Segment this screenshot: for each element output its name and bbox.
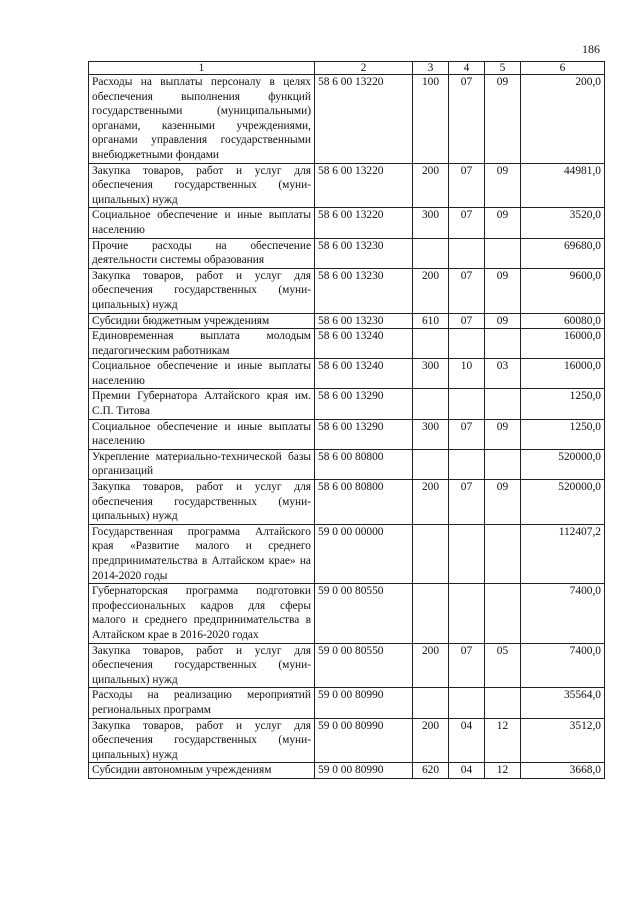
row-code-cell: 58 6 00 13220 xyxy=(315,208,413,238)
row-subsection-cell xyxy=(485,238,521,268)
row-expense-type-cell: 100 xyxy=(413,75,449,164)
row-section-cell xyxy=(449,329,485,359)
table-row xyxy=(89,359,605,389)
row-section-cell xyxy=(449,389,485,419)
row-name-cell: Укрепление материально-технической базы организаций xyxy=(89,449,315,479)
row-name-cell: Государственная программа Алтайского края «Развитие малого и среднего предпринимательства в Алтайском крае» на 2014-2020 годы xyxy=(89,524,315,583)
row-amount-cell: 35564,0 xyxy=(521,688,605,718)
column-header: 5 xyxy=(485,62,521,75)
row-expense-type-cell: 200 xyxy=(413,643,449,688)
row-amount-cell: 16000,0 xyxy=(521,359,605,389)
row-subsection-cell: 09 xyxy=(485,208,521,238)
table-body xyxy=(89,75,605,779)
row-code-cell: 58 6 00 13230 xyxy=(315,238,413,268)
table-header-row xyxy=(89,62,605,75)
table-row xyxy=(89,763,605,779)
row-expense-type-cell: 200 xyxy=(413,718,449,763)
row-code-cell: 58 6 00 80800 xyxy=(315,480,413,525)
row-expense-type-cell: 620 xyxy=(413,763,449,779)
column-header: 3 xyxy=(413,62,449,75)
row-amount-cell: 44981,0 xyxy=(521,163,605,208)
table-row xyxy=(89,268,605,313)
table-row xyxy=(89,389,605,419)
row-expense-type-cell xyxy=(413,688,449,718)
row-expense-type-cell: 200 xyxy=(413,163,449,208)
row-amount-cell: 3512,0 xyxy=(521,718,605,763)
row-amount-cell: 1250,0 xyxy=(521,389,605,419)
row-name-cell: Премии Губернатора Алтайского края им. С.П. Титова xyxy=(89,389,315,419)
row-name-cell: Закупка товаров, работ и услуг для обеспечения государственных (муниципальных) нужд xyxy=(89,268,315,313)
row-subsection-cell: 09 xyxy=(485,313,521,329)
row-amount-cell: 520000,0 xyxy=(521,449,605,479)
row-name-cell: Субсидии автономным учреждениям xyxy=(89,763,315,779)
row-name-cell: Расходы на реализацию мероприятий региональных программ xyxy=(89,688,315,718)
row-expense-type-cell xyxy=(413,389,449,419)
row-subsection-cell xyxy=(485,584,521,643)
row-amount-cell: 60080,0 xyxy=(521,313,605,329)
row-code-cell: 59 0 00 00000 xyxy=(315,524,413,583)
row-code-cell: 58 6 00 13220 xyxy=(315,163,413,208)
row-subsection-cell: 12 xyxy=(485,718,521,763)
row-code-cell: 59 0 00 80990 xyxy=(315,688,413,718)
row-code-cell: 58 6 00 13230 xyxy=(315,268,413,313)
row-expense-type-cell xyxy=(413,449,449,479)
column-header: 2 xyxy=(315,62,413,75)
row-code-cell: 59 0 00 80550 xyxy=(315,584,413,643)
column-header: 6 xyxy=(521,62,605,75)
row-section-cell: 07 xyxy=(449,208,485,238)
row-section-cell: 07 xyxy=(449,75,485,164)
table-row xyxy=(89,75,605,164)
table-row xyxy=(89,584,605,643)
row-name-cell: Социальное обеспечение и иные выплаты населению xyxy=(89,359,315,389)
row-amount-cell: 3520,0 xyxy=(521,208,605,238)
row-section-cell: 07 xyxy=(449,480,485,525)
row-amount-cell: 112407,2 xyxy=(521,524,605,583)
row-subsection-cell: 05 xyxy=(485,643,521,688)
table-row xyxy=(89,524,605,583)
row-code-cell: 58 6 00 80800 xyxy=(315,449,413,479)
row-code-cell: 58 6 00 13220 xyxy=(315,75,413,164)
row-code-cell: 58 6 00 13240 xyxy=(315,329,413,359)
row-subsection-cell: 09 xyxy=(485,163,521,208)
row-amount-cell: 200,0 xyxy=(521,75,605,164)
row-name-cell: Закупка товаров, работ и услуг для обеспечения государственных (муниципальных) нужд xyxy=(89,163,315,208)
row-expense-type-cell xyxy=(413,584,449,643)
row-name-cell: Закупка товаров, работ и услуг для обеспечения государственных (муниципальных) нужд xyxy=(89,718,315,763)
row-section-cell: 07 xyxy=(449,643,485,688)
row-section-cell xyxy=(449,688,485,718)
table-row xyxy=(89,643,605,688)
row-section-cell: 07 xyxy=(449,313,485,329)
row-amount-cell: 7400,0 xyxy=(521,643,605,688)
row-name-cell: Закупка товаров, работ и услуг для обеспечения государственных (муниципальных) нужд xyxy=(89,643,315,688)
table-row xyxy=(89,718,605,763)
table-row xyxy=(89,688,605,718)
row-subsection-cell: 09 xyxy=(485,268,521,313)
row-subsection-cell: 09 xyxy=(485,419,521,449)
row-code-cell: 58 6 00 13290 xyxy=(315,419,413,449)
page-number: 186 xyxy=(582,42,600,56)
table-row xyxy=(89,419,605,449)
row-amount-cell: 520000,0 xyxy=(521,480,605,525)
row-subsection-cell xyxy=(485,688,521,718)
row-name-cell: Социальное обеспечение и иные выплаты населению xyxy=(89,208,315,238)
row-name-cell: Расходы на выплаты персоналу в целях обеспечения выполнения функций государственными (муниципальными) органами, казенными учреждениями, органами управления государственными внебюджетными фондами xyxy=(89,75,315,164)
row-amount-cell: 1250,0 xyxy=(521,419,605,449)
row-amount-cell: 9600,0 xyxy=(521,268,605,313)
row-section-cell: 04 xyxy=(449,763,485,779)
row-section-cell xyxy=(449,584,485,643)
row-subsection-cell: 09 xyxy=(485,75,521,164)
row-code-cell: 59 0 00 80550 xyxy=(315,643,413,688)
row-subsection-cell xyxy=(485,389,521,419)
row-section-cell: 07 xyxy=(449,419,485,449)
table-row xyxy=(89,449,605,479)
row-subsection-cell: 12 xyxy=(485,763,521,779)
row-expense-type-cell xyxy=(413,238,449,268)
row-code-cell: 58 6 00 13240 xyxy=(315,359,413,389)
row-subsection-cell xyxy=(485,329,521,359)
row-name-cell: Социальное обеспечение и иные выплаты населению xyxy=(89,419,315,449)
row-name-cell: Закупка товаров, работ и услуг для обеспечения государственных (муниципальных) нужд xyxy=(89,480,315,525)
row-code-cell: 59 0 00 80990 xyxy=(315,763,413,779)
row-expense-type-cell: 300 xyxy=(413,208,449,238)
row-amount-cell: 3668,0 xyxy=(521,763,605,779)
budget-table xyxy=(88,61,605,779)
row-amount-cell: 16000,0 xyxy=(521,329,605,359)
row-code-cell: 58 6 00 13290 xyxy=(315,389,413,419)
row-section-cell xyxy=(449,524,485,583)
column-header: 1 xyxy=(89,62,315,75)
table-row xyxy=(89,163,605,208)
row-expense-type-cell: 200 xyxy=(413,268,449,313)
row-subsection-cell xyxy=(485,449,521,479)
row-amount-cell: 7400,0 xyxy=(521,584,605,643)
column-header: 4 xyxy=(449,62,485,75)
row-code-cell: 59 0 00 80990 xyxy=(315,718,413,763)
table-row xyxy=(89,313,605,329)
row-section-cell: 07 xyxy=(449,163,485,208)
row-subsection-cell: 03 xyxy=(485,359,521,389)
row-section-cell: 10 xyxy=(449,359,485,389)
row-expense-type-cell: 300 xyxy=(413,419,449,449)
row-expense-type-cell: 200 xyxy=(413,480,449,525)
row-expense-type-cell: 610 xyxy=(413,313,449,329)
row-section-cell xyxy=(449,449,485,479)
table-row xyxy=(89,238,605,268)
row-name-cell: Субсидии бюджетным учреждениям xyxy=(89,313,315,329)
row-section-cell: 04 xyxy=(449,718,485,763)
row-code-cell: 58 6 00 13230 xyxy=(315,313,413,329)
row-section-cell: 07 xyxy=(449,268,485,313)
row-subsection-cell xyxy=(485,524,521,583)
row-amount-cell: 69680,0 xyxy=(521,238,605,268)
table-row xyxy=(89,329,605,359)
row-expense-type-cell: 300 xyxy=(413,359,449,389)
row-subsection-cell: 09 xyxy=(485,480,521,525)
row-name-cell: Губернаторская программа подготовки профессиональных кадров для сферы малого и среднего предпринимательства в Алтайском крае в 2016-2020 годах xyxy=(89,584,315,643)
row-expense-type-cell xyxy=(413,524,449,583)
table-row xyxy=(89,208,605,238)
row-section-cell xyxy=(449,238,485,268)
row-name-cell: Единовременная выплата молодым педагогическим работникам xyxy=(89,329,315,359)
row-name-cell: Прочие расходы на обеспечение деятельности системы образования xyxy=(89,238,315,268)
row-expense-type-cell xyxy=(413,329,449,359)
table-row xyxy=(89,480,605,525)
